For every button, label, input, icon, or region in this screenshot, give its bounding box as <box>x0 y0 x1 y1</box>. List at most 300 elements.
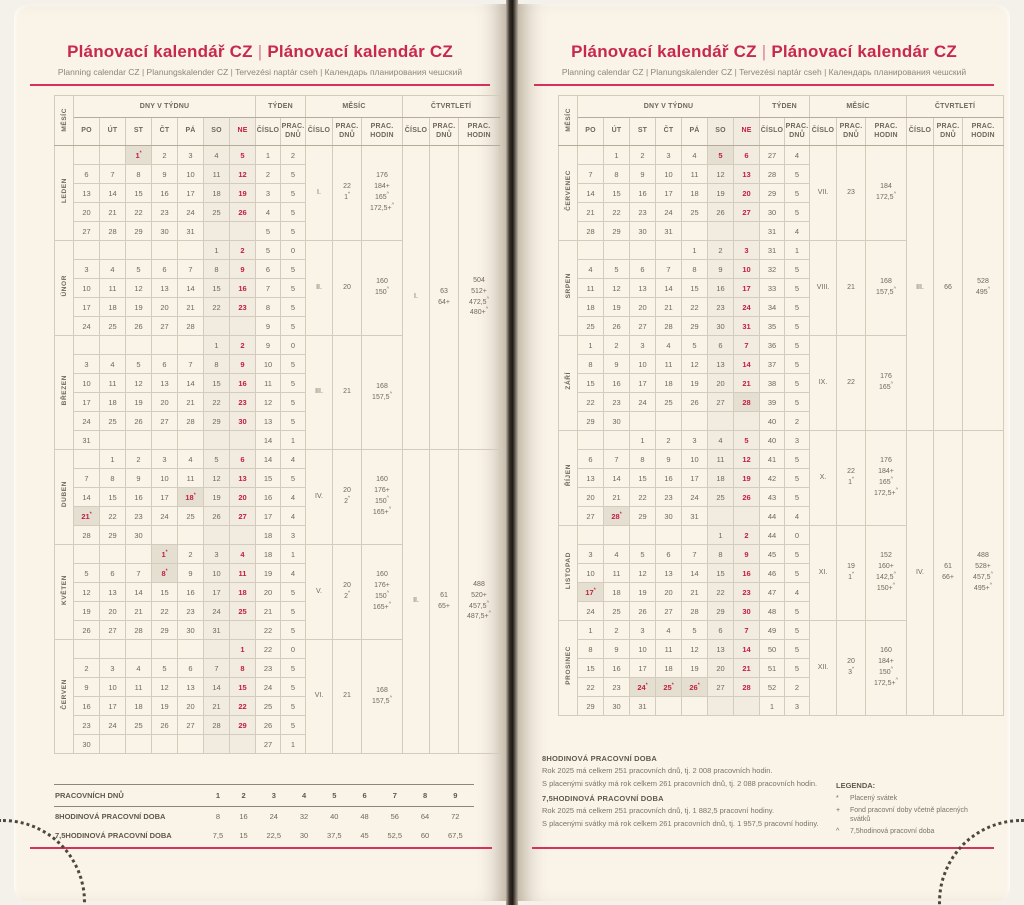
working-hours-value: 7,5 <box>212 831 224 840</box>
month-hours-cell: 160 150^ <box>362 241 403 336</box>
day-cell: 7 <box>178 355 204 374</box>
month-group-header: MĚSÍC <box>810 96 907 118</box>
week-workdays-cell: 4 <box>281 507 306 526</box>
week-number-cell: 37 <box>760 355 785 374</box>
day-cell: 18 <box>100 298 126 317</box>
week-number-cell: 12 <box>256 393 281 412</box>
day-cell: 13 <box>230 469 256 488</box>
day-cell: 28 <box>204 716 230 735</box>
day-cell: 8 <box>204 355 230 374</box>
day-cell: 18 <box>708 469 734 488</box>
day-cell: 7 <box>100 165 126 184</box>
day-cell: 10 <box>682 450 708 469</box>
day-cell: 25 <box>230 602 256 621</box>
day-cell <box>204 222 230 241</box>
day-cell: 25 <box>204 203 230 222</box>
week-number-cell: 9 <box>256 336 281 355</box>
day-cell: 1 <box>604 146 630 165</box>
day-cell: 1 <box>100 450 126 469</box>
day-name-header: SO <box>708 118 734 146</box>
quarter-hours-cell: 504 512+ 472,5^ 480+^ <box>459 146 500 450</box>
day-cell <box>708 412 734 431</box>
day-cell <box>204 431 230 450</box>
day-cell: 8 <box>230 659 256 678</box>
day-cell <box>630 526 656 545</box>
month-workdays-cell: 20 2* <box>333 545 362 640</box>
day-cell: 16 <box>230 374 256 393</box>
week-number-cell: 25 <box>256 697 281 716</box>
day-cell: 9 <box>656 450 682 469</box>
week-number-cell: 14 <box>256 450 281 469</box>
day-cell: 30 <box>152 222 178 241</box>
month-hours-cell: 168 157,5^ <box>362 336 403 450</box>
title-czech: Plánovací kalendář CZ <box>67 42 253 61</box>
day-name-header: SO <box>204 118 230 146</box>
day-cell: 24 <box>152 507 178 526</box>
month-workdays-cell: 21 <box>837 241 866 336</box>
month-numeral-cell: IX. <box>810 336 837 431</box>
page-title <box>518 42 1010 62</box>
day-cell <box>230 222 256 241</box>
day-cell: 5 <box>682 336 708 355</box>
header-group-row <box>559 96 1004 118</box>
day-cell: 28 <box>126 621 152 640</box>
day-cell: 9 <box>734 545 760 564</box>
day-cell: 30 <box>656 507 682 526</box>
day-cell: 26 <box>126 317 152 336</box>
day-name-header: PÁ <box>178 118 204 146</box>
working-hours-value: 8 <box>215 812 221 821</box>
day-name-header: PO <box>578 118 604 146</box>
day-cell: 5 <box>682 621 708 640</box>
month-numeral-cell: I. <box>306 146 333 241</box>
day-cell: 8 <box>682 260 708 279</box>
day-cell <box>126 640 152 659</box>
day-cell <box>74 146 100 165</box>
day-cell: 2 <box>126 450 152 469</box>
day-cell: 25 <box>708 488 734 507</box>
days-group-header: DNY V TÝDNU <box>578 96 760 118</box>
month-name-cell: ČERVENEC <box>559 146 578 241</box>
day-cell: 20 <box>578 488 604 507</box>
day-cell: 2 <box>604 336 630 355</box>
day-cell: 21 <box>126 602 152 621</box>
day-cell: 20 <box>74 203 100 222</box>
week-row <box>55 146 500 165</box>
week-workdays-cell: 5 <box>785 336 810 355</box>
week-workdays-cell: 5 <box>785 545 810 564</box>
week-workdays-cell: 4 <box>785 507 810 526</box>
day-cell <box>604 431 630 450</box>
week-workdays-cell: 4 <box>785 222 810 241</box>
day-cell <box>100 336 126 355</box>
day-cell: 26* <box>682 678 708 697</box>
day-cell: 18 <box>126 697 152 716</box>
week-workdays-cell: 1 <box>281 735 306 754</box>
day-cell <box>100 545 126 564</box>
day-cell: 21 <box>178 298 204 317</box>
day-cell: 5 <box>126 260 152 279</box>
day-cell: 3 <box>682 431 708 450</box>
plus-symbol: + <box>836 806 841 814</box>
day-cell <box>682 412 708 431</box>
month-numeral-cell: VI. <box>306 640 333 754</box>
day-cell <box>682 526 708 545</box>
week-workdays-cell: 3 <box>785 697 810 716</box>
working-hours-value: 56 <box>390 812 399 821</box>
month-workdays-cell: 21 <box>333 336 362 450</box>
day-cell: 1* <box>152 545 178 564</box>
summary-line: Rok 2025 má celkem 251 pracovních dnů, tj. 1 882,5 pracovní hodiny. <box>542 806 775 816</box>
working-days-count: 9 <box>437 785 474 807</box>
week-number-cell: 21 <box>256 602 281 621</box>
working-days-header-row <box>54 785 474 807</box>
day-cell: 26 <box>682 393 708 412</box>
day-cell: 6 <box>100 564 126 583</box>
month-hours-cell: 176 184+ 165^ 172,5+^ <box>362 146 403 241</box>
day-cell: 29 <box>152 621 178 640</box>
day-cell: 3 <box>100 659 126 678</box>
day-cell: 24 <box>578 602 604 621</box>
working-hours-value: 22,5 <box>266 831 282 840</box>
day-cell: 7 <box>578 165 604 184</box>
day-cell: 22 <box>100 507 126 526</box>
day-cell: 30 <box>230 412 256 431</box>
week-number-cell: 28 <box>760 165 785 184</box>
day-cell: 17 <box>656 184 682 203</box>
week-number-cell: 27 <box>256 735 281 754</box>
day-cell: 2 <box>152 146 178 165</box>
day-cell: 12 <box>204 469 230 488</box>
month-numeral-cell: V. <box>306 545 333 640</box>
day-cell: 7 <box>734 336 760 355</box>
day-cell: 27 <box>708 393 734 412</box>
quarter-hours-cell: 528 495^ <box>963 146 1004 431</box>
day-cell: 17 <box>630 659 656 678</box>
day-cell: 25 <box>604 602 630 621</box>
week-number-cell: 39 <box>760 393 785 412</box>
week-number-cell: 22 <box>256 621 281 640</box>
day-cell <box>578 431 604 450</box>
quarter-numeral-cell: I. <box>403 146 430 450</box>
day-cell <box>656 241 682 260</box>
day-cell: 17 <box>682 469 708 488</box>
day-cell: 23 <box>708 298 734 317</box>
day-cell: 1 <box>204 336 230 355</box>
day-cell: 6 <box>152 355 178 374</box>
day-cell: 4 <box>100 355 126 374</box>
day-cell: 16 <box>152 184 178 203</box>
week-workdays-cell: 4 <box>785 146 810 165</box>
day-cell: 27 <box>178 716 204 735</box>
week-workdays-cell: 5 <box>785 640 810 659</box>
day-cell: 21 <box>734 659 760 678</box>
day-cell: 2 <box>656 431 682 450</box>
day-name-header: NE <box>734 118 760 146</box>
day-cell: 8* <box>152 564 178 583</box>
day-cell: 6 <box>578 450 604 469</box>
legend-item <box>836 827 988 837</box>
month-name-cell: SRPEN <box>559 241 578 336</box>
title-slovak: Plánovací kalendár CZ <box>267 42 453 61</box>
day-cell: 30 <box>630 222 656 241</box>
month-workdays-cell: 21 <box>333 640 362 754</box>
month-numeral-cell: VIII. <box>810 241 837 336</box>
day-cell: 24 <box>178 203 204 222</box>
day-cell: 25 <box>682 203 708 222</box>
day-cell: 29 <box>708 602 734 621</box>
day-cell: 16 <box>630 184 656 203</box>
month-hours-cell: 168 157,5^ <box>866 241 907 336</box>
week-workdays-cell: 5 <box>281 279 306 298</box>
week-number-cell: 20 <box>256 583 281 602</box>
week-number-cell: 32 <box>760 260 785 279</box>
day-cell: 19 <box>734 469 760 488</box>
day-cell: 23 <box>734 583 760 602</box>
working-hours-row-label: 7,5HODINOVÁ PRACOVNÍ DOBA <box>55 831 172 840</box>
day-cell: 25 <box>578 317 604 336</box>
week-number-cell: 3 <box>256 184 281 203</box>
week-workdays-cell: 5 <box>785 488 810 507</box>
day-cell <box>630 241 656 260</box>
day-cell <box>100 735 126 754</box>
week-workdays-cell: 4 <box>281 488 306 507</box>
day-cell: 28* <box>604 507 630 526</box>
month-name-cell: BŘEZEN <box>55 336 74 450</box>
month-name-cell: LEDEN <box>55 146 74 241</box>
week-workdays-cell: 0 <box>281 640 306 659</box>
legend-title: LEGENDA: <box>836 780 876 790</box>
day-cell: 13 <box>630 279 656 298</box>
day-cell: 31 <box>74 431 100 450</box>
title-separator: | <box>761 42 767 61</box>
day-cell: 21 <box>734 374 760 393</box>
header-sub-row <box>559 118 1004 146</box>
day-cell: 2 <box>604 621 630 640</box>
day-cell: 3 <box>178 146 204 165</box>
header-rule <box>534 84 994 86</box>
week-workdays-cell: 5 <box>281 260 306 279</box>
day-cell: 17 <box>152 488 178 507</box>
week-workdays-cell: 5 <box>281 374 306 393</box>
day-cell: 4 <box>178 450 204 469</box>
week-number-cell: 43 <box>760 488 785 507</box>
day-cell: 17 <box>74 298 100 317</box>
month-workdays-cell: 20 2* <box>333 450 362 545</box>
day-cell: 4 <box>578 260 604 279</box>
day-cell <box>656 412 682 431</box>
day-cell: 29 <box>204 412 230 431</box>
day-cell: 26 <box>708 203 734 222</box>
week-number-cell: 47 <box>760 583 785 602</box>
week-number-cell: 44 <box>760 507 785 526</box>
day-cell: 19 <box>630 583 656 602</box>
day-cell: 10 <box>578 564 604 583</box>
day-cell <box>74 450 100 469</box>
day-cell: 10 <box>204 564 230 583</box>
month-workdays-header: PRAC. DNŮ <box>333 118 362 146</box>
week-workdays-cell: 1 <box>281 545 306 564</box>
week-workdays-cell: 5 <box>281 469 306 488</box>
day-cell <box>204 640 230 659</box>
day-cell: 10 <box>656 165 682 184</box>
month-name-cell: DUBEN <box>55 450 74 545</box>
week-workdays-cell: 5 <box>281 716 306 735</box>
calendar-table <box>54 95 500 754</box>
day-cell: 14 <box>656 279 682 298</box>
working-days-count: 2 <box>232 785 255 807</box>
day-cell: 13 <box>74 184 100 203</box>
day-cell: 14 <box>178 374 204 393</box>
week-workdays-cell: 5 <box>281 697 306 716</box>
day-cell <box>126 545 152 564</box>
day-cell: 8 <box>126 165 152 184</box>
day-cell: 22 <box>204 298 230 317</box>
week-number-cell: 34 <box>760 298 785 317</box>
week-number-cell: 10 <box>256 355 281 374</box>
day-cell <box>100 431 126 450</box>
day-cell: 1 <box>630 431 656 450</box>
day-cell <box>100 640 126 659</box>
day-cell: 16 <box>74 697 100 716</box>
working-hours-value: 60 <box>420 831 430 840</box>
week-workdays-cell: 4 <box>785 583 810 602</box>
day-cell: 18 <box>578 298 604 317</box>
day-cell: 11 <box>178 469 204 488</box>
week-number-cell: 44 <box>760 526 785 545</box>
day-cell: 3 <box>74 355 100 374</box>
header-sub-row <box>55 118 500 146</box>
day-cell: 19 <box>204 488 230 507</box>
day-cell: 16 <box>734 564 760 583</box>
day-cell: 28 <box>578 222 604 241</box>
week-workdays-cell: 5 <box>281 203 306 222</box>
working-hours-value: 37,5 <box>326 831 342 840</box>
week-workdays-cell: 5 <box>281 659 306 678</box>
day-cell: 21 <box>204 697 230 716</box>
day-cell: 14 <box>578 184 604 203</box>
day-cell: 17 <box>178 184 204 203</box>
week-number-cell: 22 <box>256 640 281 659</box>
working-days-count: 1 <box>204 785 232 807</box>
working-days-count: 5 <box>316 785 353 807</box>
day-cell: 20 <box>708 374 734 393</box>
day-cell: 18 <box>656 374 682 393</box>
day-cell: 17* <box>578 583 604 602</box>
day-cell <box>204 735 230 754</box>
month-name-cell: ZÁŘÍ <box>559 336 578 431</box>
day-cell: 11 <box>100 374 126 393</box>
week-number-cell: 23 <box>256 659 281 678</box>
day-cell: 29 <box>100 526 126 545</box>
summary-line: Rok 2025 má celkem 251 pracovních dnů, tj. 2 008 pracovních hodin. <box>542 766 773 775</box>
day-cell: 31 <box>204 621 230 640</box>
week-workdays-cell: 2 <box>281 146 306 165</box>
month-name-cell: ÚNOR <box>55 241 74 336</box>
day-cell: 29 <box>578 412 604 431</box>
month-hours-cell: 160 176+ 150^ 165+^ <box>362 545 403 640</box>
day-cell: 5 <box>126 355 152 374</box>
week-workdays-cell: 5 <box>785 659 810 678</box>
day-cell <box>204 526 230 545</box>
day-cell: 20 <box>656 583 682 602</box>
month-hours-cell: 176 184+ 165^ 172,5+^ <box>866 431 907 526</box>
week-workdays-cell: 5 <box>281 355 306 374</box>
day-cell <box>578 146 604 165</box>
day-cell: 11 <box>604 564 630 583</box>
month-workdays-header: PRAC. DNŮ <box>837 118 866 146</box>
week-number-cell: 13 <box>256 412 281 431</box>
week-workdays-cell: 5 <box>281 317 306 336</box>
week-number-cell: 31 <box>760 241 785 260</box>
caret-symbol: ^ <box>836 828 840 836</box>
quarter-number-header: ČÍSLO <box>907 118 934 146</box>
quarter-numeral-cell: II. <box>403 450 430 754</box>
week-number-cell: 48 <box>760 602 785 621</box>
day-cell: 12 <box>682 640 708 659</box>
quarter-workdays-header: PRAC. DNŮ <box>430 118 459 146</box>
quarter-workdays-cell: 61 66+ <box>934 431 963 716</box>
week-workdays-cell: 5 <box>281 298 306 317</box>
day-cell: 20 <box>178 697 204 716</box>
day-cell: 11 <box>578 279 604 298</box>
week-workdays-cell: 4 <box>281 450 306 469</box>
day-cell <box>204 317 230 336</box>
week-group-header: TÝDEN <box>256 96 306 118</box>
day-cell: 15 <box>708 564 734 583</box>
day-cell: 14 <box>178 279 204 298</box>
quarter-numeral-cell: IV. <box>907 431 934 716</box>
day-cell: 13 <box>100 583 126 602</box>
day-cell: 19 <box>152 697 178 716</box>
day-cell: 8 <box>604 165 630 184</box>
day-cell: 9 <box>178 564 204 583</box>
day-cell: 20 <box>230 488 256 507</box>
title-separator: | <box>257 42 263 61</box>
day-cell: 5 <box>204 450 230 469</box>
working-days-count: 4 <box>292 785 315 807</box>
day-cell: 23 <box>152 203 178 222</box>
book-spine <box>506 0 518 905</box>
page-right <box>518 4 1010 901</box>
day-cell: 19 <box>126 298 152 317</box>
day-cell: 26 <box>630 602 656 621</box>
day-cell: 3 <box>578 545 604 564</box>
week-workdays-cell: 5 <box>281 412 306 431</box>
legend-item <box>836 806 988 826</box>
week-number-cell: 52 <box>760 678 785 697</box>
day-cell: 12 <box>708 165 734 184</box>
legend-item-text: Fond pracovní doby včetně placených svátků <box>850 806 968 824</box>
working-hours-value: 64 <box>420 812 430 821</box>
day-cell: 25 <box>100 412 126 431</box>
day-cell: 18 <box>100 393 126 412</box>
day-cell: 23 <box>230 393 256 412</box>
week-workdays-cell: 2 <box>785 412 810 431</box>
day-cell: 15 <box>152 583 178 602</box>
month-workdays-cell: 22 1* <box>333 146 362 241</box>
day-cell: 21 <box>604 488 630 507</box>
day-cell <box>74 336 100 355</box>
week-number-cell: 7 <box>256 279 281 298</box>
page-left <box>14 4 506 901</box>
day-cell <box>126 431 152 450</box>
day-cell: 17 <box>74 393 100 412</box>
day-cell: 15 <box>578 374 604 393</box>
working-hours-value: 48 <box>360 812 369 821</box>
day-name-header: ČT <box>656 118 682 146</box>
legend-item <box>836 794 988 804</box>
